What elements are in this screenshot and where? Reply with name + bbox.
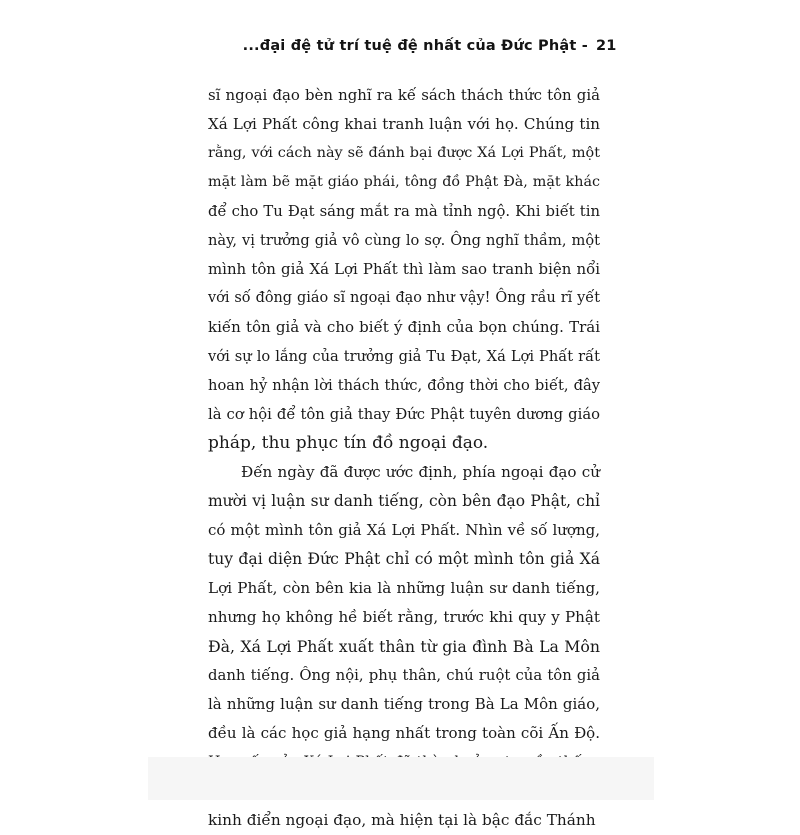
text-line: Xá Lợi Phất công khai tranh luận với họ. Chúng tin (208, 115, 600, 133)
text-line: Đà, Xá Lợi Phất xuất thân từ gia đình Bà La Môn (208, 637, 600, 656)
text-line: hoan hỷ nhận lời thách thức, đồng thời cho biết, đây (208, 377, 600, 394)
running-title: ...đại đệ tử trí tuệ đệ nhất của Đức Phật - (242, 38, 588, 54)
text-line: sĩ ngoại đạo bèn nghĩ ra kế sách thách thức tôn giả (208, 86, 600, 104)
text-line: với sự lo lắng của trưởng giả Tu Đạt, Xá Lợi Phất rất (208, 348, 600, 365)
text-line: danh tiếng. Ông nội, phụ thân, chú ruột của tôn giả (208, 667, 600, 684)
text-line: rằng, với cách này sẽ đánh bại được Xá Lợi Phất, một (208, 145, 600, 161)
text-line: có một mình tôn giả Xá Lợi Phất. Nhìn về số lượng, (208, 521, 600, 539)
text-line: kinh điển ngoại đạo, mà hiện tại là bậc đắc Thánh (208, 811, 596, 829)
text-line: mình tôn giả Xá Lợi Phất thì làm sao tranh biện nổi (208, 260, 600, 278)
text-line: kiến tôn giả và cho biết ý định của bọn chúng. Trái (208, 318, 600, 336)
text-line: Đến ngày đã được ước định, phía ngoại đạo cử (241, 463, 600, 481)
text-line: với số đông giáo sĩ ngoại đạo như vậy! Ông rầu rĩ yết (208, 290, 600, 306)
body-text (208, 81, 600, 835)
text-line: pháp, thu phục tín đồ ngoại đạo. (208, 433, 489, 453)
text-line: này, vị trưởng giả vô cùng lo sợ. Ông nghĩ thầm, một (208, 232, 600, 249)
text-line: là cơ hội để tôn giả thay Đức Phật tuyên dương giáo (208, 406, 600, 423)
scan-shadow-band (148, 757, 654, 800)
text-line: mười vị luận sư danh tiếng, còn bên đạo Phật, chỉ (208, 492, 600, 510)
page-number: 21 (596, 38, 617, 54)
text-line: nhưng họ không hề biết rằng, trước khi quy y Phật (208, 608, 600, 626)
text-line: là những luận sư danh tiếng trong Bà La Môn giáo, (208, 695, 600, 713)
text-line: để cho Tu Đạt sáng mắt ra mà tỉnh ngộ. Khi biết tin (208, 203, 600, 220)
text-line: tuy đại diện Đức Phật chỉ có một mình tôn giả Xá (208, 550, 600, 568)
text-line: đều là các học giả hạng nhất trong toàn cõi Ấn Độ. (208, 724, 600, 742)
text-line: Lợi Phất, còn bên kia là những luận sư danh tiếng, (208, 579, 600, 597)
running-header (242, 38, 617, 54)
text-line: mặt làm bẽ mặt giáo phái, tông đồ Phật Đà, mặt khác (208, 174, 600, 190)
